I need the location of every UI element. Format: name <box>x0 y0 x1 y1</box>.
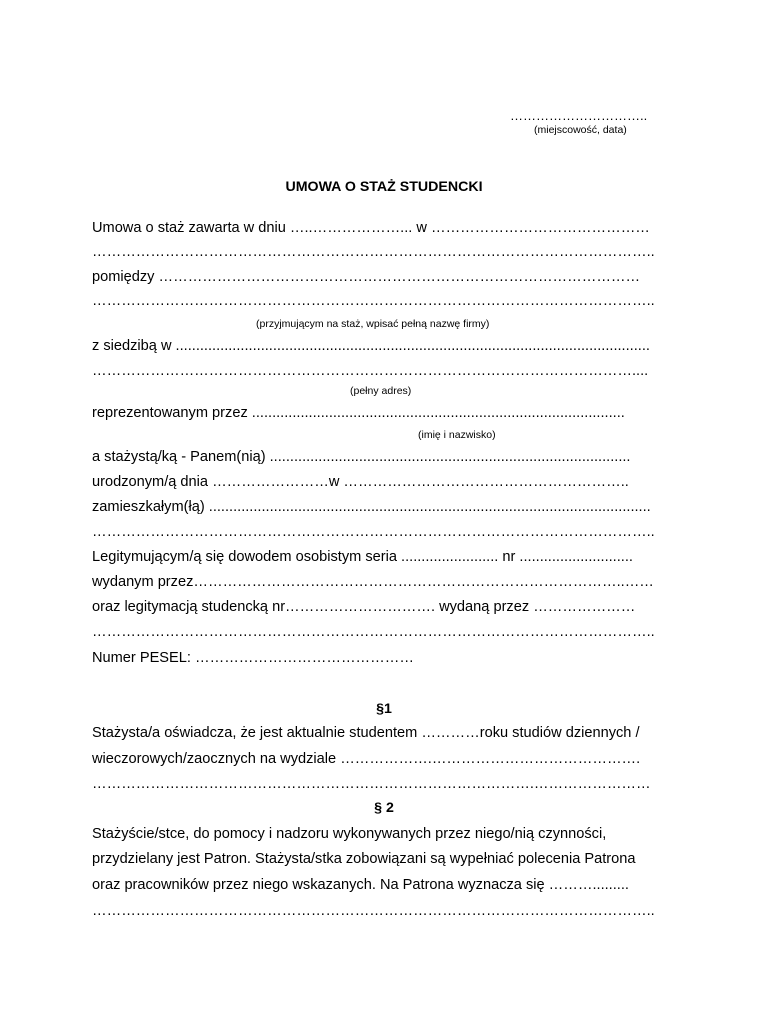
contract-date-line: Umowa o staż zawarta w dniu …..………………... w ……………………………………… <box>92 220 650 236</box>
company-name-caption: (przyjmującym na staż, wpisać pełną nazwę firmy) <box>256 318 490 330</box>
section-1-heading: §1 <box>376 701 392 717</box>
dotted-line: …………………………………………………………………………………………………….. <box>92 903 655 919</box>
dotted-line: ……………………………………………………………………………….…………………… <box>92 776 651 792</box>
place-date-dotted-line: ………………………….. <box>510 108 648 123</box>
birth-line: urodzonym/ą dnia ……………………w ………………………………………………….. <box>92 474 629 490</box>
document-title: UMOWA O STAŻ STUDENCKI <box>285 179 483 195</box>
dotted-line: …………………………………………………………………………………………………….. <box>92 524 655 540</box>
dotted-line: …………………………………………………………………………………………………….. <box>92 244 655 260</box>
section-2-text: przydzielany jest Patron. Stażysta/stka zobowiązani są wypełniać polecenia Patrona <box>92 851 636 867</box>
section-1-text: Stażysta/a oświadcza, że jest aktualnie studentem …………roku studiów dziennych / <box>92 725 640 741</box>
id-card-line: Legitymującym/ą się dowodem osobistym seria ........................ nr ............................ <box>92 549 633 565</box>
dotted-line: ………………………………………………………………………………………………….... <box>92 363 649 379</box>
full-name-caption: (imię i nazwisko) <box>418 429 496 441</box>
dotted-line: …………………………………………………………………………………………………….. <box>92 293 655 309</box>
intern-line: a stażystą/ką - Panem(nią) ......................................................................................... <box>92 449 631 465</box>
full-address-caption: (pełny adres) <box>350 385 412 397</box>
headquarters-line: z siedzibą w ..................................................................................................................... <box>92 338 650 354</box>
section-1-text: wieczorowych/zaocznych na wydziale ……………….……………………………………. <box>92 751 641 767</box>
place-date-label: (miejscowość, data) <box>534 124 627 136</box>
between-line: pomiędzy ……………………………………………………………………………………… <box>92 269 641 285</box>
residence-line: zamieszkałym(łą) ............................................................................................................. <box>92 499 651 515</box>
pesel-line: Numer PESEL: ……………………………………… <box>92 650 414 666</box>
issued-by-line: wydanym przez……………………………………………………………………………..…… <box>92 574 654 590</box>
section-2-text: Stażyście/stce, do pomocy i nadzoru wykonywanych przez niego/nią czynności, <box>92 826 607 842</box>
section-2-heading: § 2 <box>374 800 394 816</box>
section-2-text: oraz pracowników przez niego wskazanych. Na Patrona wyznacza się ………......... <box>92 877 629 893</box>
dotted-line: …………………………………………………………………………………………………….. <box>92 624 655 640</box>
represented-by-line: reprezentowanym przez ............................................................................................ <box>92 405 625 421</box>
student-id-line: oraz legitymacją studencką nr…………………………. wydaną przez ………………… <box>92 599 636 615</box>
